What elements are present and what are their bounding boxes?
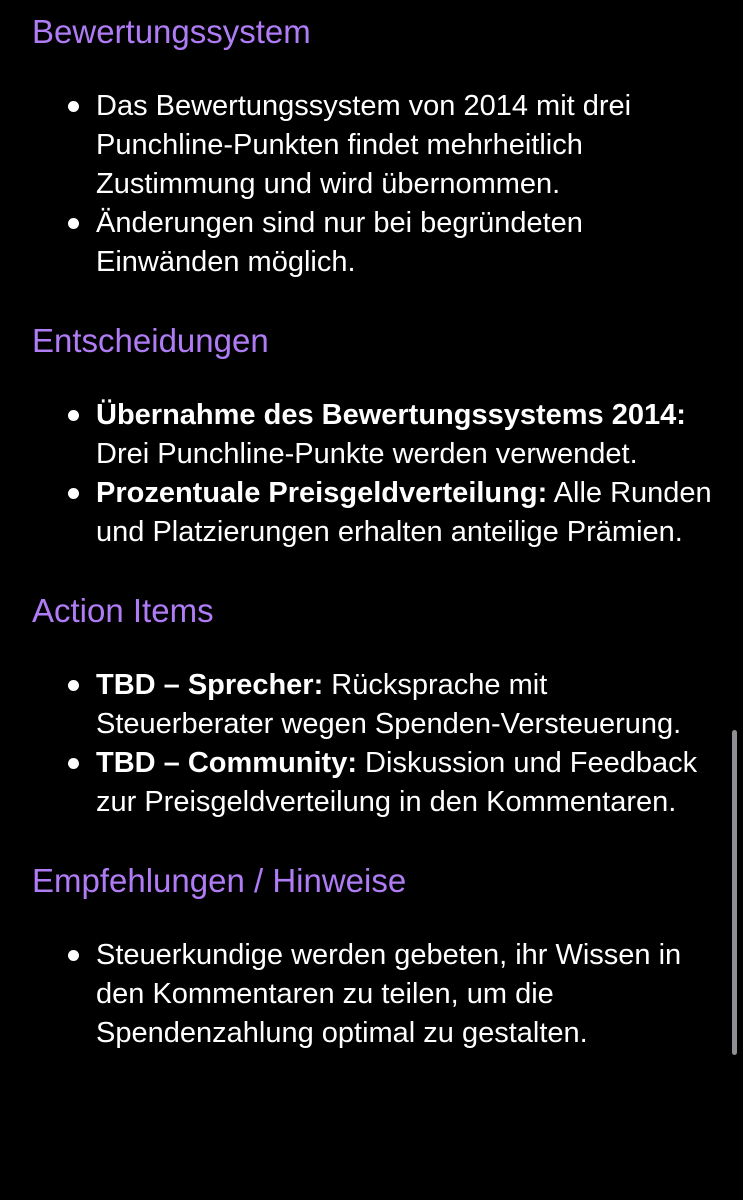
list-item xyxy=(32,396,712,474)
list-item xyxy=(32,204,712,282)
list-item-lead: Prozentuale Preisgeldverteilung: xyxy=(96,477,548,509)
section-heading: Entscheidungen xyxy=(32,322,269,359)
list-item-text: Diskussion und Feedback zur Preisgeldverteilung in den Kommentaren. xyxy=(96,747,698,818)
vertical-scrollbar[interactable] xyxy=(732,730,737,1055)
list-item xyxy=(32,666,712,744)
section-heading: Empfehlungen / Hinweise xyxy=(32,862,407,899)
section-action-items xyxy=(32,589,712,822)
list-item-text: Rücksprache mit Steuerberater wegen Spenden-Versteuerung. xyxy=(96,669,682,740)
list-item xyxy=(32,936,712,1053)
section-heading: Bewertungssystem xyxy=(32,13,311,50)
bullet-list xyxy=(32,87,712,282)
section-bewertungssystem xyxy=(32,10,712,282)
bullet-list xyxy=(32,666,712,822)
list-item xyxy=(32,744,712,822)
notes-content xyxy=(32,10,712,1053)
list-item-lead: Übernahme des Bewertungssystems 2014: xyxy=(96,399,686,431)
section-empfehlungen-hinweise xyxy=(32,859,712,1053)
list-item xyxy=(32,474,712,552)
bullet-icon xyxy=(68,101,79,112)
bullet-list xyxy=(32,936,712,1053)
bullet-icon xyxy=(68,680,79,691)
bullet-icon xyxy=(68,758,79,769)
section-entscheidungen xyxy=(32,319,712,552)
bullet-list xyxy=(32,396,712,552)
bullet-icon xyxy=(68,410,79,421)
list-item xyxy=(32,87,712,204)
list-item-text: Alle Runden und Platzierungen erhalten anteilige Prämien. xyxy=(96,477,712,548)
list-item-lead: TBD – Sprecher: xyxy=(96,669,324,701)
list-item-text: Änderungen sind nur bei begründeten Einwänden möglich. xyxy=(96,207,583,278)
list-item-text: Das Bewertungssystem von 2014 mit drei Punchline-Punkten findet mehrheitlich Zustimmung und wird übernommen. xyxy=(96,90,632,200)
list-item-text: Steuerkundige werden gebeten, ihr Wissen in den Kommentaren zu teilen, um die Spendenzahlung optimal zu gestalten. xyxy=(96,939,682,1049)
bullet-icon xyxy=(68,950,79,961)
list-item-lead: TBD – Community: xyxy=(96,747,357,779)
bullet-icon xyxy=(68,488,79,499)
bullet-icon xyxy=(68,218,79,229)
section-heading: Action Items xyxy=(32,592,214,629)
list-item-text: Drei Punchline-Punkte werden verwendet. xyxy=(96,438,638,470)
